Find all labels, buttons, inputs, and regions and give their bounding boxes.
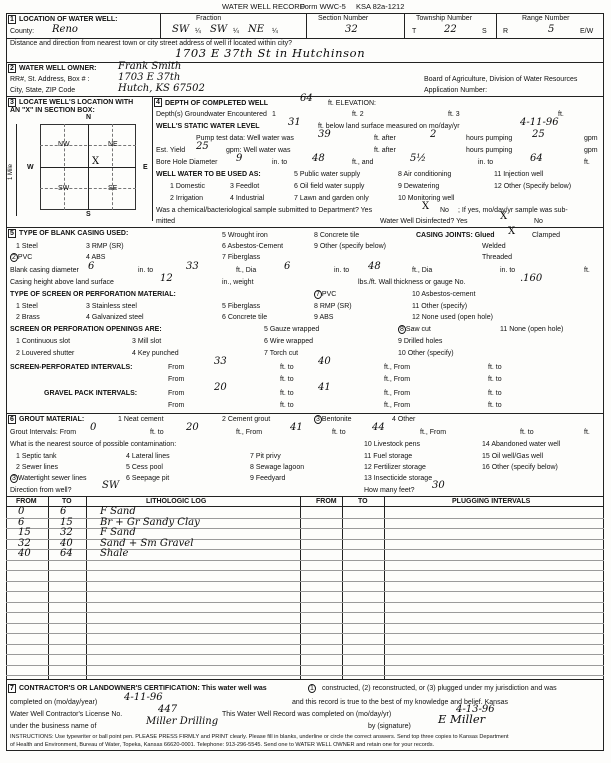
opening-11: 11 None (open hole) <box>500 326 564 333</box>
divider <box>306 13 307 38</box>
depth-label: DEPTH OF COMPLETED WELL <box>165 100 269 107</box>
source-16: 16 Other (specify below) <box>482 464 558 471</box>
log-to: 40 <box>60 537 73 549</box>
screen-4: 4 Galvanized steel <box>86 314 144 321</box>
rule <box>6 679 604 680</box>
screen-12: 12 None used (open hole) <box>412 314 493 321</box>
fraction-1: SW <box>172 24 190 35</box>
grout-ft-from-2: ft., From <box>420 429 447 436</box>
use-6: 6 Oil field water supply <box>294 183 365 190</box>
log-ruled-line <box>6 633 604 634</box>
plug-header: PLUGGING INTERVALS <box>452 498 531 505</box>
true-text: and this record is true to the best of my knowledge and belief. Kansas <box>292 699 508 706</box>
cert-choice-1: 1 <box>310 685 314 692</box>
fraction-label: Fraction <box>196 15 222 22</box>
log-from: 0 <box>18 506 25 517</box>
grout-ft-to: ft. to <box>150 429 164 436</box>
source-13: 13 Insecticide storage <box>364 475 433 482</box>
joints-clamped: Clamped <box>532 232 561 239</box>
se-label: SE <box>108 185 118 192</box>
grout-4: 4 Other <box>392 416 416 423</box>
mitted: mitted <box>156 218 176 225</box>
address-label: RR#, St. Address, Box # : <box>10 76 90 83</box>
gpi-label: GRAVEL PACK INTERVALS: <box>44 390 138 397</box>
casing-7: 7 Fiberglass <box>222 254 261 261</box>
static-after: ft. below land surface measured on mo/day/yr <box>318 123 460 130</box>
static-value: 31 <box>288 117 301 128</box>
log-ruled-line <box>6 549 604 550</box>
grout-3: 3 Bentonite <box>316 416 352 423</box>
business-value: Miller Drilling <box>146 716 219 727</box>
joints-threaded: Threaded <box>482 254 512 261</box>
south-label: S <box>86 211 91 218</box>
bore-value: 9 <box>236 153 243 164</box>
opening-8: 8 Saw cut <box>400 326 431 333</box>
disinfected-mark: X <box>500 211 508 222</box>
bore-label: Bore Hole Diameter <box>156 159 218 166</box>
opening-5: 5 Gauze wrapped <box>264 326 320 333</box>
quarter-1: ¼ <box>195 28 201 35</box>
casing-4: 4 ABS <box>86 254 106 261</box>
spi-from: 33 <box>214 356 227 367</box>
grout-2: 2 Cement grout <box>222 416 271 423</box>
use-8: 8 Air conditioning <box>398 171 452 178</box>
spi-ft-to-3: ft. to <box>280 376 294 383</box>
log-ruled-line <box>6 644 604 645</box>
hours-pumping: hours pumping <box>466 135 513 142</box>
distance-value: 1703 E 37th St in Hutchinson <box>175 46 366 60</box>
log-description: Shale <box>100 548 129 559</box>
col-divider <box>48 496 49 679</box>
casing-label: TYPE OF BLANK CASING USED: <box>19 230 129 237</box>
log-ruled-line <box>6 560 604 561</box>
log-ruled-line <box>6 612 604 613</box>
opening-2: 2 Louvered shutter <box>16 350 75 357</box>
casing-9: 9 Other (specify below) <box>314 243 386 250</box>
source-6: 6 Seepage pit <box>126 475 170 482</box>
chem-no-mark: X <box>422 201 430 212</box>
signature: E Miller <box>438 712 486 726</box>
cert-label: CONTRACTOR'S OR LANDOWNER'S CERTIFICATION: This water well was <box>19 685 267 692</box>
completed-value: 4-11-96 <box>124 692 163 703</box>
log-description: Br + Gr Sandy Clay <box>100 516 200 528</box>
owner-label: WATER WELL OWNER: <box>19 65 97 72</box>
feet-label: How many feet? <box>364 487 415 494</box>
bore-in-to: in. to <box>272 159 288 166</box>
yield-label: Est. Yield <box>156 147 186 154</box>
completed2-label: This Water Well Record was completed on (mo/day/yr) <box>222 711 392 718</box>
opening-6: 6 Wire wrapped <box>264 338 314 345</box>
log-ruled-line <box>6 539 604 540</box>
opening-3: 3 Mill slot <box>132 338 162 345</box>
grout-from: 0 <box>90 422 97 433</box>
fraction-2: SW <box>210 24 228 35</box>
spi-from-label: From <box>168 364 185 371</box>
ksa-reference: KSA 82a-1212 <box>356 2 405 11</box>
screen-8: 8 RMP (SR) <box>314 303 352 310</box>
grout-intervals-label: Grout Intervals: From <box>10 429 77 436</box>
grout-from-2: 41 <box>290 422 303 433</box>
yield-gpm: gpm <box>584 147 598 154</box>
board-label: Board of Agriculture, Division of Water Resources <box>424 76 578 83</box>
grid-sub <box>64 124 65 210</box>
range-value: 5 <box>548 24 555 35</box>
gpi-to: 41 <box>318 382 331 393</box>
log-description: F Sand <box>100 506 136 517</box>
static-date: 4-11-96 <box>520 117 559 128</box>
casing-2: 2 PVC <box>12 254 33 261</box>
log-from: 40 <box>18 548 31 559</box>
rule <box>6 506 604 507</box>
disinfected-label: Water Well Disinfected? Yes <box>380 218 468 225</box>
divider <box>160 13 161 38</box>
bore2-value: 5½ <box>410 153 427 164</box>
gpi-ft-to-4: ft. to <box>488 402 502 409</box>
casing-1: 1 Steel <box>16 243 38 250</box>
use-9: 9 Dewatering <box>398 183 440 190</box>
disinfected-no: No <box>534 218 543 225</box>
business-label: under the business name of <box>10 723 97 730</box>
spi-ft-from-2: ft., From <box>384 376 411 383</box>
diameter-in-to: in. to <box>138 267 154 274</box>
pump-gpm: 25 <box>532 129 545 140</box>
screen-2: 2 Brass <box>16 314 40 321</box>
opening-10: 10 Other (specify) <box>398 350 454 357</box>
divider <box>496 13 497 38</box>
log-description: Sand + Sm Gravel <box>100 537 194 549</box>
west-label: W <box>27 164 34 171</box>
spi-ft-from: ft., From <box>384 364 411 371</box>
spi-ft-to: ft. to <box>280 364 294 371</box>
log-to: 64 <box>60 548 73 559</box>
township-value: 22 <box>444 24 457 35</box>
mile-label: 1 Mile <box>8 163 14 180</box>
distance-label: Distance and direction from nearest town or city street address of well if located within city? <box>10 40 293 47</box>
source-3: 3 Watertight sewer lines <box>12 475 87 482</box>
log-description: F Sand <box>100 527 136 538</box>
bore2-to-value: 64 <box>530 153 543 164</box>
range-ew: E/W <box>580 28 594 35</box>
fraction-3: NE <box>248 24 265 35</box>
use-10: 10 Monitoring well <box>398 195 455 202</box>
rule <box>6 62 604 63</box>
diameter-value: 6 <box>88 261 95 272</box>
yield-hours: hours pumping <box>466 147 513 154</box>
source-5: 5 Cess pool <box>126 464 163 471</box>
joints-welded: Welded <box>482 243 506 250</box>
divider <box>404 13 405 38</box>
section-4-number: 4 <box>154 98 162 107</box>
source-1: 1 Septic tank <box>16 453 57 460</box>
diameter-ft-dia: ft., Dia <box>236 267 257 274</box>
log-from: 6 <box>18 516 25 528</box>
use-4: 4 Industrial <box>230 195 265 202</box>
screen-9: 9 ABS <box>314 314 334 321</box>
yield-mid: gpm: Well water was <box>226 147 291 154</box>
static-label: WELL'S STATIC WATER LEVEL <box>156 123 260 130</box>
bore-ft-and: ft., and <box>352 159 374 166</box>
col-divider <box>86 496 87 679</box>
log-to: 32 <box>60 527 73 538</box>
log-ruled-line <box>6 528 604 529</box>
spi-label: SCREEN-PERFORATED INTERVALS: <box>10 364 133 371</box>
gpi-ft-to-2: ft. to <box>488 390 502 397</box>
log-ruled-line <box>6 654 604 655</box>
depth-value: 64 <box>300 93 313 104</box>
gw-1: 1 <box>272 111 276 118</box>
grout-label: GROUT MATERIAL: <box>19 416 85 423</box>
grout-to: 20 <box>186 422 199 433</box>
diameter2-to: 48 <box>368 261 381 272</box>
range-label: Range Number <box>522 15 570 22</box>
section-number-value: 32 <box>345 24 358 35</box>
diameter2-ft-dia: ft., Dia <box>412 267 433 274</box>
use-1: 1 Domestic <box>170 183 206 190</box>
grid-sub <box>40 145 136 146</box>
source-2: 2 Sewer lines <box>16 464 59 471</box>
signature-label: by (signature) <box>368 723 411 730</box>
pump-hours: 2 <box>430 129 437 140</box>
screen-3: 3 Stainless steel <box>86 303 137 310</box>
locate-title-1: LOCATE WELL'S LOCATION WITH <box>19 99 134 106</box>
bore-ft: ft. <box>584 159 590 166</box>
casing-6: 6 Asbestos-Cement <box>222 243 284 250</box>
casing-3: 3 RMP (SR) <box>86 243 124 250</box>
instructions-2: of Health and Environment, Bureau of Water, Topeka, Kansas 66620-0001. Telephone: 913-296-5545. Send one to WATER WELL OWNER and retain one for your records. <box>10 742 435 748</box>
log-to-header: TO <box>62 498 72 505</box>
gpi-ft-from-2: ft., From <box>384 402 411 409</box>
divider <box>152 96 153 221</box>
plug-to-header: TO <box>358 498 368 505</box>
log-litho-header: LITHOLOGIC LOG <box>146 498 207 505</box>
source-10: 10 Livestock pens <box>364 441 421 448</box>
gpi-ft-to: ft. to <box>280 390 294 397</box>
gauge-value: .160 <box>520 273 543 284</box>
grout-ft-from: ft., From <box>236 429 263 436</box>
log-ruled-line <box>6 602 604 603</box>
section-5-number: 5 <box>8 229 16 238</box>
lbs-label: lbs./ft. Wall thickness or gauge No. <box>358 279 466 286</box>
log-from: 15 <box>18 527 31 538</box>
use-3: 3 Feedlot <box>230 183 260 190</box>
completed2-value: 4-13-96 <box>456 704 495 715</box>
section-2-number: 2 <box>8 64 16 73</box>
screen-label: TYPE OF SCREEN OR PERFORATION MATERIAL: <box>10 291 176 298</box>
rule <box>6 413 604 414</box>
screen-7: 7 PVC <box>316 291 337 298</box>
feet-value: 30 <box>432 480 445 491</box>
section-7-number: 7 <box>8 684 16 693</box>
use-5: 5 Public water supply <box>294 171 361 178</box>
section-1-title: LOCATION OF WATER WELL: <box>19 16 118 23</box>
bore-to-value: 48 <box>312 153 325 164</box>
chem-label: Was a chemical/bacteriological sample submitted to Department? Yes <box>156 207 373 214</box>
opening-4: 4 Key punched <box>132 350 179 357</box>
contamination-label: What is the nearest source of possible contamination: <box>10 441 177 448</box>
spi-ft-to-2: ft. to <box>488 364 502 371</box>
log-ruled-line <box>6 665 604 666</box>
locate-title-2: AN "X" IN SECTION BOX: <box>10 107 95 114</box>
gpi-ft-from: ft., From <box>384 390 411 397</box>
screen-10: 10 Asbestos-cement <box>412 291 476 298</box>
log-ruled-line <box>6 570 604 571</box>
form-number: Form WWC-5 <box>300 2 346 11</box>
gpi-from: 20 <box>214 382 227 393</box>
section-3-number: 3 <box>8 98 16 107</box>
range-r: R <box>503 28 509 35</box>
grout-to-2: 44 <box>372 422 385 433</box>
city-value: Hutch, KS 67502 <box>118 83 205 94</box>
mile-scale <box>16 124 17 216</box>
source-14: 14 Abandoned water well <box>482 441 561 448</box>
rule <box>6 38 604 39</box>
spi-to: 40 <box>318 356 331 367</box>
section-6-number: 6 <box>8 415 16 424</box>
east-label: E <box>143 164 148 171</box>
gw-ft: ft. <box>558 111 564 118</box>
township-t: T <box>412 28 417 35</box>
north-label: N <box>86 114 92 121</box>
gw-3: ft. 3 <box>448 111 460 118</box>
section-number-label: Section Number <box>318 15 369 22</box>
elevation-label: ft. ELEVATION: <box>328 100 376 107</box>
spi-from-label-2: From <box>168 376 185 383</box>
source-9: 9 Feedyard <box>250 475 286 482</box>
application-label: Application Number: <box>424 87 488 94</box>
owner-value: Frank Smith <box>118 61 182 72</box>
use-label: WELL WATER TO BE USED AS: <box>156 171 261 178</box>
source-11: 11 Fuel storage <box>364 453 413 460</box>
sw-label: SW <box>58 185 70 192</box>
yield-after: ft. after <box>374 147 396 154</box>
joints-mark: X <box>508 226 516 237</box>
use-7: 7 Lawn and garden only <box>294 195 369 202</box>
diameter-to: 33 <box>186 261 199 272</box>
township-label: Township Number <box>416 15 473 22</box>
completed-label: completed on (mo/day/year) <box>10 699 98 706</box>
gpm-label: gpm <box>584 135 598 142</box>
grout-ft-to-2: ft. to <box>332 429 346 436</box>
opening-9: 9 Drilled holes <box>398 338 443 345</box>
spi-ft-to-4: ft. to <box>488 376 502 383</box>
county-label: County: <box>10 28 35 35</box>
form-title: WATER WELL RECORD <box>222 2 306 11</box>
opening-7: 7 Torch cut <box>264 350 299 357</box>
diameter3-ft: ft. <box>584 267 590 274</box>
source-12: 12 Fertilizer storage <box>364 464 426 471</box>
quarter-3: ¼ <box>272 28 278 35</box>
col-divider <box>300 496 301 679</box>
openings-label: SCREEN OR PERFORATION OPENINGS ARE: <box>10 326 162 333</box>
chem-no: No <box>440 207 449 214</box>
license-value: 447 <box>158 704 178 715</box>
gpi-from-label: From <box>168 390 185 397</box>
diameter2-in-to: in. to <box>334 267 350 274</box>
nw-label: NW <box>58 141 70 148</box>
direction-label: Direction from well? <box>10 487 72 494</box>
pump-label: Pump test data: Well water was <box>196 135 294 142</box>
casing-8: 8 Concrete tile <box>314 232 360 239</box>
log-to: 6 <box>60 506 67 517</box>
log-from-header: FROM <box>16 498 37 505</box>
chem-after: ; If yes, mo/day/yr sample was sub- <box>458 207 568 214</box>
county-value: Reno <box>52 24 78 35</box>
opening-1: 1 Continuous slot <box>16 338 71 345</box>
joints-label: CASING JOINTS: Glued <box>416 232 495 239</box>
height-value: 12 <box>160 273 173 284</box>
grout-ft-end: ft. <box>584 429 590 436</box>
instructions-1: INSTRUCTIONS: Use typewriter or ball point pen. PLEASE PRESS FIRMLY and PRINT clearly. Please fill in blanks, underline or circle the correct answers. Send top three copies to Kansas Department <box>10 734 509 740</box>
address-value: 1703 E 37th <box>118 72 181 83</box>
diameter-label: Blank casing diameter <box>10 267 79 274</box>
gw-2: ft. 2 <box>352 111 364 118</box>
grid-sub <box>112 124 113 210</box>
pump-value: 39 <box>318 129 331 140</box>
cert-rest: constructed, (2) reconstructed, or (3) plugged under my jurisdiction and was <box>322 685 557 692</box>
height-weight: in., weight <box>222 279 254 286</box>
bore2-in-to: in. to <box>478 159 494 166</box>
rule <box>6 496 604 497</box>
ne-label: NE <box>108 141 118 148</box>
log-ruled-line <box>6 675 604 676</box>
city-label: City, State, ZIP Code <box>10 87 76 94</box>
log-ruled-line <box>6 591 604 592</box>
grid-horizontal <box>40 167 136 168</box>
grout-ft-to-3: ft. to <box>520 429 534 436</box>
source-8: 8 Sewage lagoon <box>250 464 305 471</box>
yield-value: 25 <box>196 141 209 152</box>
log-ruled-line <box>6 518 604 519</box>
log-from: 32 <box>18 537 31 549</box>
section-1-number: 1 <box>8 15 16 24</box>
source-15: 15 Oil well/Gas well <box>482 453 544 460</box>
township-s: S <box>482 28 487 35</box>
source-4: 4 Lateral lines <box>126 453 170 460</box>
col-divider <box>342 496 343 679</box>
screen-1: 1 Steel <box>16 303 38 310</box>
pump-after: ft. after <box>374 135 396 142</box>
screen-5: 5 Fiberglass <box>222 303 261 310</box>
well-location-mark: X <box>92 156 100 167</box>
grid-sub <box>40 188 136 189</box>
log-ruled-line <box>6 623 604 624</box>
col-divider <box>384 496 385 679</box>
log-to: 15 <box>60 516 73 528</box>
log-ruled-line <box>6 581 604 582</box>
casing-5: 5 Wrought iron <box>222 232 268 239</box>
use-11: 11 Injection well <box>494 171 544 178</box>
grout-1: 1 Neat cement <box>118 416 164 423</box>
screen-6: 6 Concrete tile <box>222 314 268 321</box>
plug-from-header: FROM <box>316 498 337 505</box>
use-12: 12 Other (Specify below) <box>494 183 572 190</box>
gpi-from-label-2: From <box>168 402 185 409</box>
diameter2-value: 6 <box>284 261 291 272</box>
height-label: Casing height above land surface <box>10 279 114 286</box>
source-7: 7 Pit privy <box>250 453 281 460</box>
groundwater-label: Depth(s) Groundwater Encountered <box>156 111 267 118</box>
gpi-ft-to-3: ft. to <box>280 402 294 409</box>
quarter-2: ¼ <box>233 28 239 35</box>
direction-value: SW <box>102 480 120 491</box>
screen-11: 11 Other (specify) <box>412 303 468 310</box>
license-label: Water Well Contractor's License No. <box>10 711 123 718</box>
diameter3-in-to: in. to <box>500 267 516 274</box>
use-2: 2 Irrigation <box>170 195 204 202</box>
